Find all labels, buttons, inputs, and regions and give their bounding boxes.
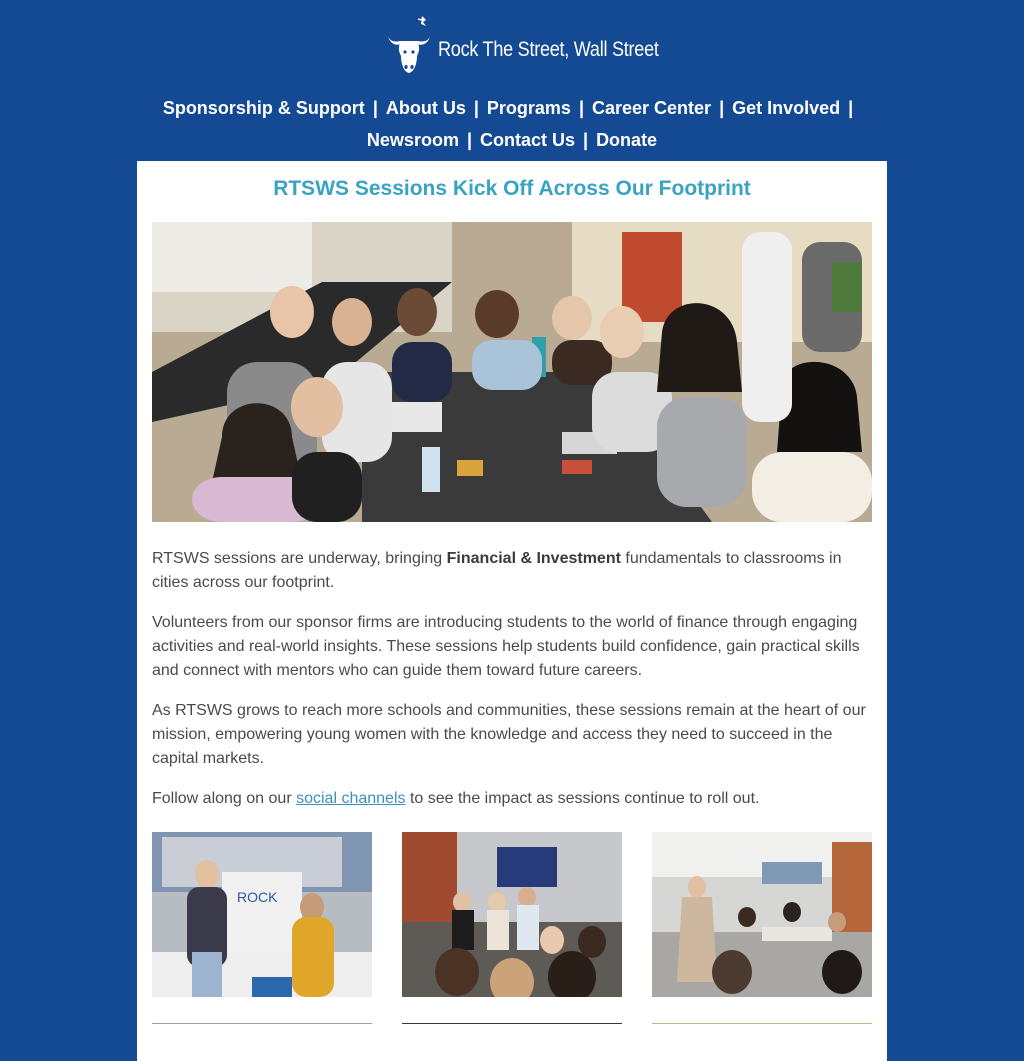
nav-get-involved[interactable]: Get Involved: [732, 98, 841, 118]
gallery-photo-4: [152, 1017, 372, 1024]
paragraph-2: Volunteers from our sponsor firms are introducing students to the world of finance through engaging activities and real-world insights. These sessions help students build confidence, gain practical skills and connect with mentors who can guide them toward future careers.: [152, 614, 860, 679]
nav-separator: |: [583, 130, 589, 150]
paragraph-1-text: RTSWS sessions are underway, bringing: [152, 550, 447, 567]
nav-newsroom[interactable]: Newsroom: [366, 130, 459, 150]
article-title: RTSWS Sessions Kick Off Across Our Footprint: [273, 177, 751, 200]
paragraph-4-text: Follow along on our: [152, 790, 297, 807]
nav-separator: |: [578, 98, 584, 118]
svg-text:ROCK: ROCK: [237, 889, 278, 905]
nav-row-2: [137, 124, 887, 156]
nav-career-center[interactable]: Career Center: [592, 98, 712, 118]
paragraph-4-text-end: to see the impact as sessions continue to roll out.: [405, 790, 760, 807]
nav-about-us[interactable]: About Us: [385, 98, 466, 118]
gallery-photo-6: [652, 1017, 872, 1024]
nav-separator: |: [848, 98, 854, 118]
bull-icon: [386, 14, 432, 74]
article-card: [137, 161, 887, 1061]
nav-separator: |: [719, 98, 725, 118]
nav-row-1: [137, 92, 887, 124]
gallery-photo-5: [402, 1017, 622, 1024]
paragraph-3: As RTSWS grows to reach more schools and communities, these sessions remain at the heart of our mission, empowering young women with the knowledge and access they need to succeed in the capital markets.: [152, 702, 866, 767]
nav-separator: |: [466, 130, 472, 150]
hero-photo: [152, 222, 872, 522]
gallery-photo-1: [152, 832, 372, 997]
gallery-photo-2: [402, 832, 622, 997]
main-nav: [137, 92, 887, 156]
paragraph-1: [152, 547, 872, 595]
article-body: [152, 547, 872, 827]
paragraph-1-bold: Financial & Investment: [446, 550, 621, 567]
gallery-photo-3: [652, 832, 872, 997]
nav-contact-us[interactable]: Contact Us: [480, 130, 576, 150]
paragraph-4: [152, 787, 872, 811]
email-header: [0, 0, 1024, 161]
social-channels-link[interactable]: social channels: [296, 790, 406, 807]
brand-name: Rock The Street, Wall Street: [438, 38, 659, 61]
nav-programs[interactable]: Programs: [486, 98, 571, 118]
paragraph-1-text-end: fundamentals to classrooms in cities across our footprint.: [152, 550, 842, 591]
nav-separator: |: [473, 98, 479, 118]
brand-logo[interactable]: [386, 14, 695, 74]
nav-sponsorship-support[interactable]: Sponsorship & Support: [162, 98, 365, 118]
nav-donate[interactable]: Donate: [596, 130, 658, 150]
nav-separator: |: [372, 98, 378, 118]
